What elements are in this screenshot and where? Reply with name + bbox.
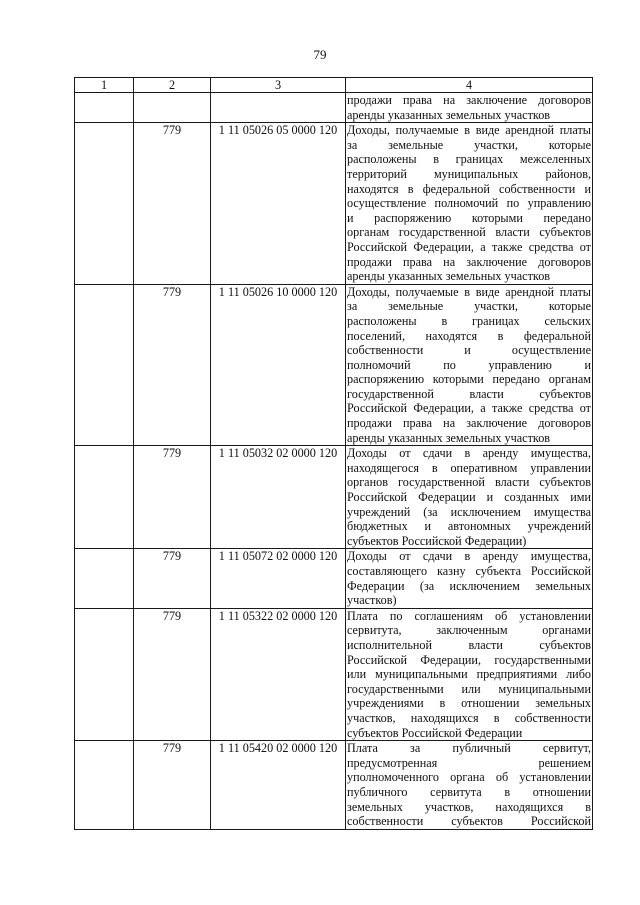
cell-column-1 <box>75 284 134 446</box>
description-line: Доходы, получаемые в виде арендной платы <box>347 123 591 138</box>
cell-description <box>346 741 593 830</box>
table-row <box>75 93 593 123</box>
description-line: и распоряжению которыми передано <box>347 210 591 225</box>
description-line: исполнительной власти субъектов <box>347 637 591 652</box>
cell-revenue-code: 1 11 05026 10 0000 120 <box>211 284 346 446</box>
table-row <box>75 741 593 830</box>
cell-revenue-code <box>211 93 346 123</box>
description-line: Плата по соглашениям об установлении <box>347 608 591 623</box>
description-line: осуществление полномочий по управлению <box>347 196 591 211</box>
description-line: субъектов Российской Федерации <box>347 725 523 740</box>
description-line: находятся в федеральной собственности и <box>347 181 591 196</box>
description-line: учреждений (за исключением имущества <box>347 504 591 519</box>
description-line: расположены в границах сельских <box>347 313 591 328</box>
cell-column-1 <box>75 741 134 830</box>
table-row <box>75 608 593 740</box>
description-line: учреждениями в отношении земельных <box>347 696 591 711</box>
cell-column-1 <box>75 549 134 608</box>
description-line: участков, находящихся в собственности <box>347 710 591 725</box>
header-col-3: 3 <box>211 78 346 93</box>
description-line: Доходы от сдачи в аренду имущества, <box>347 549 591 564</box>
cell-description <box>346 446 593 549</box>
description-line: аренды указанных земельных участков <box>347 107 551 122</box>
description-line: собственности и осуществление <box>347 343 591 358</box>
cell-description <box>346 284 593 446</box>
description-line: продажи права на заключение договоров <box>347 416 591 431</box>
description-line: составляющего казну субъекта Российской <box>347 564 591 578</box>
header-col-4: 4 <box>346 78 593 93</box>
description-line: расположены в границах межселенных <box>347 152 591 167</box>
cell-revenue-code: 1 11 05322 02 0000 120 <box>211 608 346 740</box>
page-number: 79 <box>313 47 327 62</box>
description-line: участков) <box>347 593 397 608</box>
table-row <box>75 549 593 608</box>
description-line: распоряжению которыми передано органам <box>347 372 591 387</box>
cell-column-1 <box>75 608 134 740</box>
cell-revenue-code: 1 11 05420 02 0000 120 <box>211 741 346 830</box>
description-line: Российской Федерации, а также средства от <box>347 239 591 254</box>
description-line: продажи права на заключение договоров <box>347 254 591 269</box>
cell-description <box>346 608 593 740</box>
cell-admin-code: 779 <box>134 549 211 608</box>
description-line: предусмотренная решением <box>347 755 591 770</box>
description-line: Плата за публичный сервитут, <box>347 741 591 756</box>
cell-column-1 <box>75 93 134 123</box>
cell-revenue-code: 1 11 05072 02 0000 120 <box>211 549 346 608</box>
description-line: публичного сервитута в отношении <box>347 784 591 799</box>
cell-column-1 <box>75 446 134 549</box>
description-line: Российской Федерации, а также средства от <box>347 401 591 416</box>
description-line: Доходы от сдачи в аренду имущества, <box>347 446 591 461</box>
description-line: Доходы, получаемые в виде арендной платы <box>347 284 591 299</box>
description-line: территорий муниципальных районов, <box>347 166 591 181</box>
cell-admin-code: 779 <box>134 741 211 830</box>
description-line: находящегося в оперативном управлении <box>347 460 591 475</box>
table-body <box>75 93 593 830</box>
description-line: земельных участков, находящихся в <box>347 799 591 814</box>
description-line: субъектов Российской Федерации) <box>347 533 527 548</box>
cell-description <box>346 123 593 285</box>
description-line: продажи права на заключение договоров <box>347 93 591 107</box>
description-line: уполномоченного органа об установлении <box>347 770 591 785</box>
cell-revenue-code: 1 11 05026 05 0000 120 <box>211 123 346 285</box>
description-line: аренды указанных земельных участков <box>347 430 551 445</box>
header-col-1: 1 <box>75 78 134 93</box>
cell-column-1 <box>75 123 134 285</box>
header-row <box>75 78 593 93</box>
description-line: поселений, находятся в федеральной <box>347 328 591 343</box>
description-line: аренды указанных земельных участков <box>347 269 551 284</box>
description-line: Федерации (за исключением земельных <box>347 578 591 593</box>
cell-revenue-code: 1 11 05032 02 0000 120 <box>211 446 346 549</box>
description-line: органам государственной власти субъектов <box>347 225 591 240</box>
description-line: или муниципальными предприятиями либо <box>347 667 591 682</box>
table-row <box>75 123 593 285</box>
revenue-codes-table <box>74 77 593 830</box>
description-line: за земельные участки, которые <box>347 137 591 152</box>
cell-description <box>346 549 593 608</box>
table-row <box>75 446 593 549</box>
description-line: Российской Федерации и созданных ими <box>347 490 591 505</box>
description-line: собственности субъектов Российской <box>347 814 591 829</box>
cell-admin-code: 779 <box>134 608 211 740</box>
description-line: государственной власти субъектов <box>347 386 591 401</box>
description-line: сервитута, заключенным органами <box>347 623 591 638</box>
description-line: государственными или муниципальными <box>347 681 591 696</box>
table-row <box>75 284 593 446</box>
cell-admin-code <box>134 93 211 123</box>
cell-admin-code: 779 <box>134 284 211 446</box>
description-line: Российской Федерации, государственными <box>347 652 591 667</box>
cell-admin-code: 779 <box>134 123 211 285</box>
header-col-2: 2 <box>134 78 211 93</box>
cell-description <box>346 93 593 123</box>
description-line: бюджетных и автономных учреждений <box>347 519 591 534</box>
description-line: органов государственной власти субъектов <box>347 475 591 490</box>
description-line: полномочий по управлению и <box>347 357 591 372</box>
cell-admin-code: 779 <box>134 446 211 549</box>
description-line: за земельные участки, которые <box>347 299 591 314</box>
